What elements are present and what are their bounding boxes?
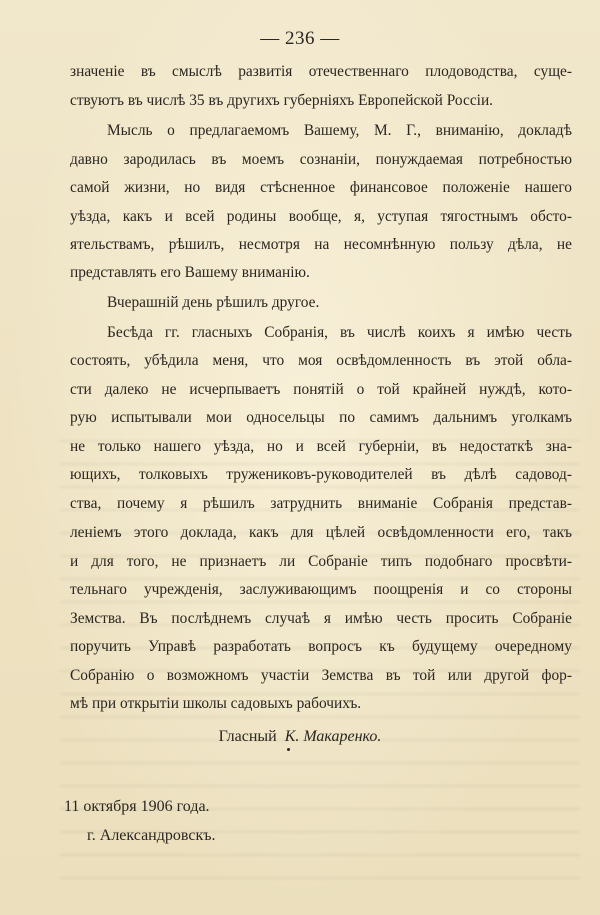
text-line: уѣзда, какъ и всей родины вообще, я, уступая тягостнымъ обсто- <box>70 208 572 225</box>
text-line: ства, почему я рѣшилъ затруднить вниманіе Собранія представ- <box>70 495 572 512</box>
text-line: не только нашего уѣзда, но и всей губерніи, въ недостаткѣ зна- <box>70 438 572 455</box>
text-line: значеніе въ смыслѣ развитія отечественнаго плодоводства, суще- <box>70 63 572 80</box>
text-line: Вчерашній день рѣшилъ другое. <box>107 294 320 311</box>
text-line: состоять, убѣдила меня, что моя освѣдомленность въ этой обла- <box>70 352 572 369</box>
text-line: самой жизни, но видя стѣсненное финансовое положеніе нашего <box>70 179 572 196</box>
document-date: 11 октября 1906 года. <box>64 798 210 815</box>
text-line: ющихъ, толковыхъ тружениковъ-руководителей въ дѣлѣ садовод- <box>70 466 572 483</box>
text-line: ствуютъ въ числѣ 35 въ другихъ губерніяхъ Европейской Россіи. <box>70 92 494 109</box>
text-line: Мысль о предлагаемомъ Вашему, М. Г., вниманію, докладѣ <box>107 122 572 139</box>
text-line: Земства. Въ послѣднемъ случаѣ я имѣю честь просить Собраніе <box>70 610 572 627</box>
text-line: представлять его Вашему вниманію. <box>70 264 310 281</box>
document-place: г. Александровскъ. <box>87 827 216 844</box>
text-line: сти далеко не исчерпываетъ понятій о той крайней нуждѣ, кото- <box>70 381 572 398</box>
text-line: поручить Управѣ разработать вопросъ къ будущему очередному <box>70 638 572 655</box>
text-line: и для того, не признаетъ ли Собраніе типъ подобнаго просвѣти- <box>70 553 572 570</box>
signature-title: Гласный <box>218 728 277 745</box>
ink-dot <box>287 748 290 751</box>
text-line: мѣ при открытіи школы садовыхъ рабочихъ. <box>70 695 362 712</box>
text-line: тельнаго учрежденія, заслуживающимъ поощренія и со стороны <box>70 581 572 598</box>
page-number: — 236 — <box>260 28 340 49</box>
text-line: ятельствамъ, рѣшилъ, несмотря на несомнѣнную пользу дѣла, не <box>70 236 572 253</box>
text-line: рую испытывали мои односельцы по самимъ дальнимъ уголкамъ <box>70 409 572 426</box>
signature <box>0 728 600 746</box>
text-line: Собранію о возможномъ участіи Земства въ той или другой фор- <box>70 667 572 684</box>
text-line: давно зародилась въ моемъ сознаніи, понуждаемая потребностью <box>70 151 572 168</box>
text-line: Бесѣда гг. гласныхъ Собранія, въ числѣ коихъ я имѣю честь <box>107 324 572 341</box>
text-line: леніемъ этого доклада, какъ для цѣлей освѣдомленности его, такъ <box>70 524 572 541</box>
signature-name: К. Макаренко. <box>284 728 382 745</box>
